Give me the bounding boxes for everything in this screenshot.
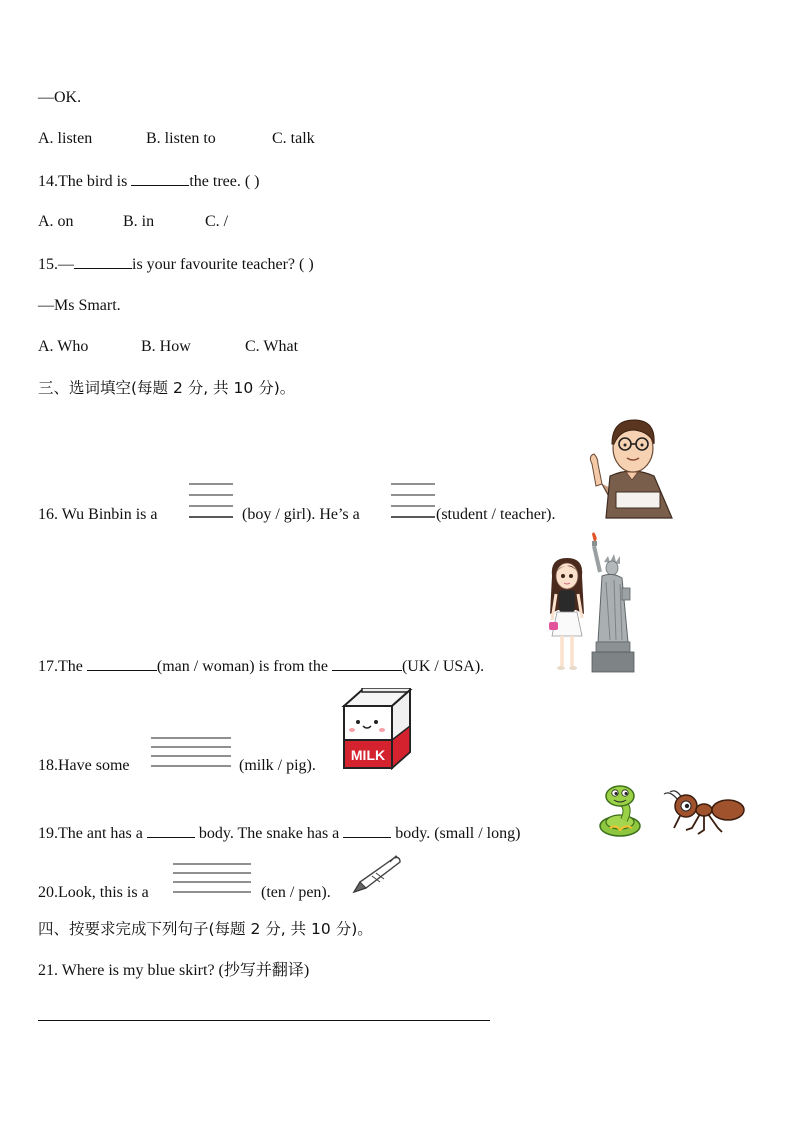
- teacher-boy-icon: [586, 414, 678, 522]
- girl-icon: [546, 556, 588, 672]
- q14-blank[interactable]: [131, 171, 189, 186]
- milk-label: MILK: [350, 747, 386, 763]
- q15-option-a: A. Who: [38, 338, 89, 355]
- q16-text-a: 16. Wu Binbin is a: [38, 506, 158, 523]
- q21-answer-line[interactable]: [38, 1020, 490, 1021]
- q14-option-c: C. /: [205, 213, 229, 230]
- q18-blank[interactable]: [150, 736, 232, 770]
- q21-question: 21. Where is my blue skirt? (抄写并翻译): [38, 962, 310, 979]
- q16-blank-2[interactable]: [390, 483, 436, 519]
- q13-reply: —OK.: [38, 89, 82, 106]
- q16-text-c: (student / teacher).: [436, 506, 556, 523]
- q13-option-a: A. listen: [38, 130, 93, 147]
- q14-option-a: A. on: [38, 213, 74, 230]
- q18-text-a: 18.Have some: [38, 757, 130, 774]
- q13-option-c: C. talk: [272, 130, 315, 147]
- q20-blank[interactable]: [172, 862, 252, 896]
- snake-icon: [594, 784, 650, 840]
- pen-icon: [350, 854, 404, 894]
- q15-option-b: B. How: [141, 338, 191, 355]
- milk-carton-icon: [340, 688, 414, 772]
- q15-reply: —Ms Smart.: [38, 297, 121, 314]
- q20-text-b: (ten / pen).: [261, 884, 331, 901]
- q15-question: 15.— is your favourite teacher? ( ): [38, 256, 314, 273]
- statue-of-liberty-icon: [588, 532, 640, 674]
- q16-blank-1[interactable]: [188, 483, 234, 519]
- ant-icon: [656, 788, 750, 838]
- q14-option-b: B. in: [123, 213, 155, 230]
- q15-option-c: C. What: [245, 338, 299, 355]
- q17-blank-2[interactable]: [332, 656, 402, 671]
- q18-text-b: (milk / pig).: [239, 757, 316, 774]
- q13-option-b: B. listen to: [146, 130, 216, 147]
- q20-text-a: 20.Look, this is a: [38, 884, 149, 901]
- q19-question: 19.The ant has a body. The snake has a body. (small / long): [38, 825, 521, 842]
- q15-blank[interactable]: [74, 254, 132, 269]
- section-4-title: 四、按要求完成下列句子(每题 2 分, 共 10 分)。: [38, 920, 373, 938]
- q14-question: 14.The bird is the tree. ( ): [38, 173, 260, 190]
- section-3-title: 三、选词填空(每题 2 分, 共 10 分)。: [38, 379, 296, 397]
- q17-blank-1[interactable]: [87, 656, 157, 671]
- q19-blank-1[interactable]: [147, 823, 195, 838]
- q16-text-b: (boy / girl). He’s a: [242, 506, 360, 523]
- q17-question: 17.The (man / woman) is from the (UK / USA).: [38, 658, 485, 675]
- q19-blank-2[interactable]: [343, 823, 391, 838]
